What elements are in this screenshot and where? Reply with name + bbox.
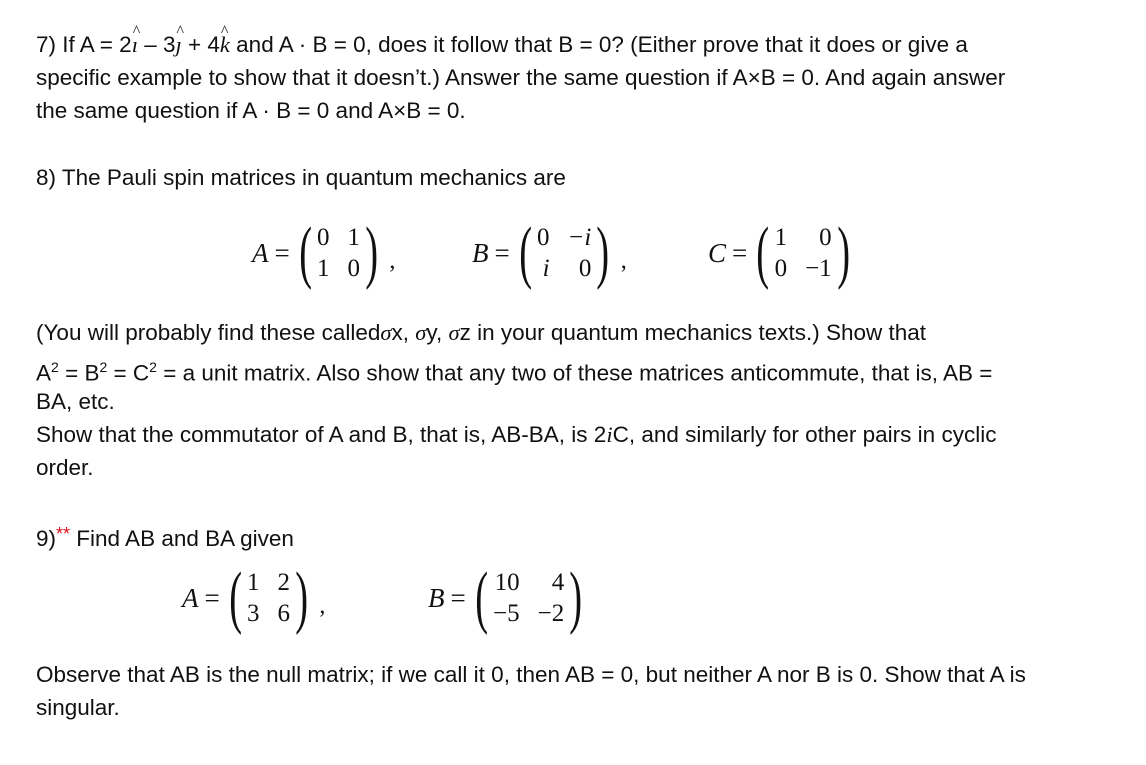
q8-intro: 8) The Pauli spin matrices in quantum mechanics are bbox=[36, 165, 566, 190]
matrix-cell: −1 bbox=[805, 255, 832, 282]
matrix-cell: 0 bbox=[317, 224, 330, 251]
matrix-cell: 4 bbox=[551, 569, 565, 596]
q8-text: = a unit matrix. Also show that any two of these matrices anticommute, that is, AB = bbox=[156, 360, 993, 386]
unit-vector-j: ^ ȷ bbox=[176, 28, 182, 61]
matrix-cells bbox=[317, 222, 360, 284]
q9-text: Find AB and BA given bbox=[70, 526, 294, 551]
separator: , bbox=[389, 247, 396, 274]
matrix-name: B bbox=[428, 582, 445, 613]
equals-sign: = bbox=[204, 582, 220, 613]
matrix-B bbox=[428, 559, 588, 636]
matrix-cell: −i bbox=[567, 224, 592, 251]
q8-text: Show that the commutator of A and B, that is, AB-BA, is 2 bbox=[36, 422, 607, 447]
matrix-C bbox=[708, 214, 855, 291]
left-paren: ( bbox=[474, 559, 488, 636]
right-paren: ) bbox=[569, 559, 583, 636]
exponent: 2 bbox=[99, 359, 108, 375]
q7-line-2: specific example to show that it doesn’t.) Answer the same question if A×B = 0. And again answer bbox=[36, 65, 1006, 90]
q9-paragraph-2: singular. bbox=[36, 695, 120, 720]
matrix-cells bbox=[775, 222, 832, 284]
equals-sign: = bbox=[274, 237, 290, 268]
matrix-cell: 0 bbox=[537, 224, 550, 251]
matrix-cell: 2 bbox=[277, 569, 291, 596]
q8-text: (You will probably find these called bbox=[36, 320, 381, 345]
unit-vector-k: ^ k bbox=[220, 28, 230, 61]
q8-text: C, and similarly for other pairs in cyclic bbox=[612, 422, 997, 447]
unit-vector-i: ^ ı bbox=[132, 28, 138, 61]
left-paren: ( bbox=[518, 214, 532, 291]
q8-paragraph-4 bbox=[36, 418, 996, 451]
matrix-cell: −5 bbox=[493, 600, 520, 627]
q7-text: – 3 bbox=[137, 32, 176, 57]
q8-text: A bbox=[36, 360, 52, 386]
q7-text: and A · B = 0, does it follow that B = 0? (Either prove that it does or give a bbox=[229, 32, 968, 57]
q7-line-1 bbox=[36, 28, 968, 61]
q8-text: = C bbox=[107, 360, 150, 386]
matrix-cell: 1 bbox=[317, 255, 330, 282]
matrix-name: A bbox=[252, 237, 269, 268]
q8-text: x, bbox=[391, 320, 416, 345]
question-number: 9) bbox=[36, 526, 57, 551]
matrix-A bbox=[182, 559, 326, 636]
difficulty-stars: ** bbox=[56, 524, 71, 544]
matrix-A bbox=[252, 214, 396, 291]
matrix-cell: 0 bbox=[347, 255, 361, 282]
matrix-cells bbox=[493, 567, 564, 629]
matrix-cell: 1 bbox=[247, 569, 260, 596]
q9-title bbox=[36, 518, 294, 555]
q8-paragraph-1 bbox=[36, 316, 926, 349]
matrix-name: B bbox=[472, 237, 489, 268]
matrix-cell: i bbox=[542, 255, 550, 282]
separator: , bbox=[319, 592, 326, 619]
q9-paragraph-1: Observe that AB is the null matrix; if we call it 0, then AB = 0, but neither A nor B is 0. Show that A is bbox=[36, 662, 1026, 687]
matrix-cells bbox=[537, 222, 591, 284]
left-paren: ( bbox=[298, 214, 312, 291]
equals-sign: = bbox=[450, 582, 466, 613]
q8-text: z in your quantum mechanics texts.) Show that bbox=[459, 320, 927, 345]
matrix-cell: 1 bbox=[347, 224, 361, 251]
q8-paragraph-5: order. bbox=[36, 455, 94, 480]
q8-paragraph-3: BA, etc. bbox=[36, 389, 115, 414]
matrix-cells bbox=[247, 567, 290, 629]
matrix-cell: 3 bbox=[247, 600, 260, 627]
right-paren: ) bbox=[365, 214, 379, 291]
imaginary-unit: i bbox=[606, 422, 613, 447]
q8-text: = B bbox=[58, 360, 100, 386]
sigma-symbol: σ bbox=[380, 320, 392, 345]
matrix-cell: 0 bbox=[819, 224, 832, 251]
right-paren: ) bbox=[836, 214, 850, 291]
equals-sign: = bbox=[732, 237, 748, 268]
matrix-cell: −2 bbox=[537, 600, 565, 627]
q7-line-3: the same question if A · B = 0 and A×B = 0. bbox=[36, 98, 466, 123]
matrix-cell: 0 bbox=[774, 255, 788, 282]
separator: , bbox=[620, 247, 627, 274]
matrix-cell: 10 bbox=[494, 569, 520, 596]
left-paren: ( bbox=[228, 559, 242, 636]
sigma-symbol: σ bbox=[415, 320, 427, 345]
matrix-name: C bbox=[708, 237, 727, 268]
matrix-cell: 1 bbox=[774, 224, 788, 251]
exponent: 2 bbox=[149, 359, 157, 375]
matrix-cell: 0 bbox=[578, 255, 592, 282]
q8-paragraph-2 bbox=[36, 351, 992, 390]
equals-sign: = bbox=[494, 237, 510, 268]
sigma-symbol: σ bbox=[448, 320, 460, 345]
matrix-name: A bbox=[182, 582, 199, 613]
matrix-B bbox=[472, 214, 627, 291]
matrix-cell: 6 bbox=[277, 600, 291, 627]
left-paren: ( bbox=[756, 214, 770, 291]
q7-text: + 4 bbox=[181, 32, 220, 57]
q7-text: 7) If A = 2 bbox=[36, 32, 132, 57]
right-paren: ) bbox=[295, 559, 309, 636]
right-paren: ) bbox=[596, 214, 610, 291]
exponent: 2 bbox=[51, 359, 59, 375]
q8-text: y, bbox=[426, 320, 449, 345]
